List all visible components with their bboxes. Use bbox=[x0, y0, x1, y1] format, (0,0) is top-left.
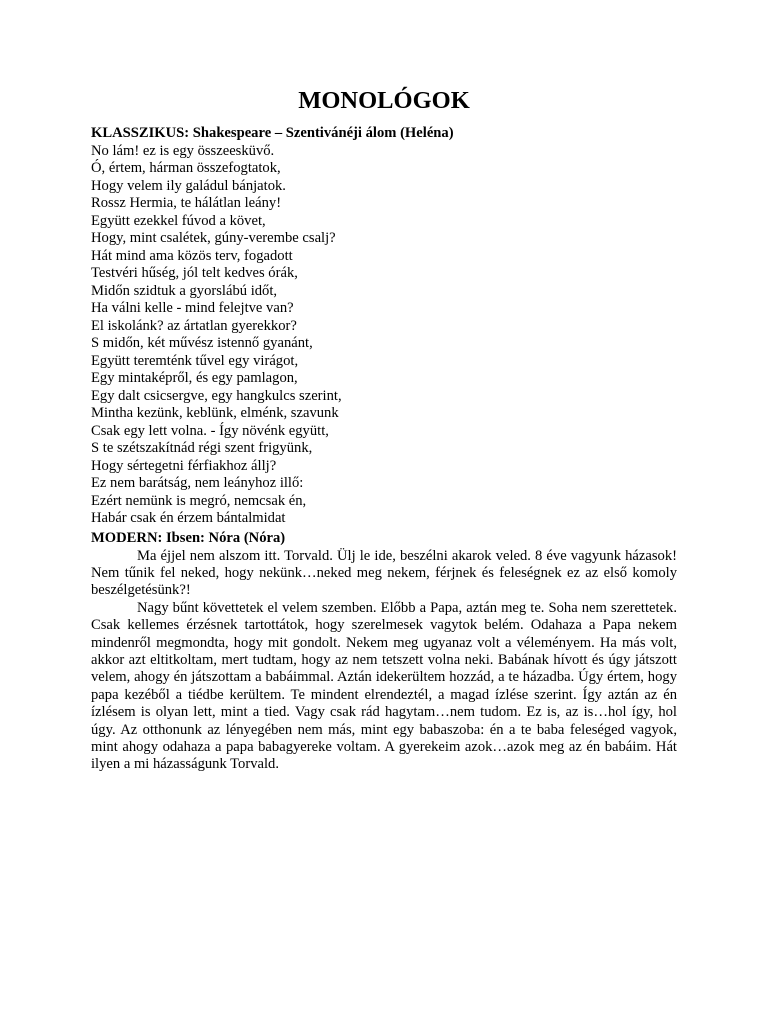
verse-line: Egy dalt csicsergve, egy hangkulcs szerint, bbox=[91, 387, 342, 404]
verse-line: El iskolánk? az ártatlan gyerekkor? bbox=[91, 317, 297, 334]
verse-line: Mintha kezünk, keblünk, elménk, szavunk bbox=[91, 405, 339, 421]
verse-line: Együtt teremténk tűvel egy virágot, bbox=[91, 352, 299, 369]
verse-block bbox=[91, 143, 677, 528]
verse-line: S midőn, két művész istennő gyanánt, bbox=[91, 335, 313, 351]
prose-paragraph: Ma éjjel nem alszom itt. Torvald. Ülj le ide, beszélni akarok veled. 8 éve vagyunk házasok! Nem tűnik fel neked, hogy nekünk…neked meg nekem, férjnek és feleségnek ez az első komoly beszélgetésünk?! bbox=[91, 547, 677, 599]
modern-monologue-section bbox=[91, 530, 677, 774]
verse-line: Hogy velem ily galádul bánjatok. bbox=[91, 177, 286, 194]
verse-line: S te szétszakítnád régi szent frigyünk, bbox=[91, 440, 313, 456]
verse-line: Együtt ezekkel fúvod a követ, bbox=[91, 212, 266, 229]
verse-line: Ó, értem, hárman összefogtatok, bbox=[91, 160, 281, 176]
verse-line: Ez nem barátság, nem leányhoz illő: bbox=[91, 475, 304, 491]
verse-line: No lám! ez is egy összeesküvő. bbox=[91, 142, 275, 159]
verse-line: Hogy, mint csalétek, gúny-verembe csalj? bbox=[91, 230, 336, 246]
section-heading-modern: MODERN: Ibsen: Nóra (Nóra) bbox=[91, 530, 286, 546]
section-heading-classic: KLASSZIKUS: Shakespeare – Szentivánéji álom (Heléna) bbox=[91, 125, 454, 141]
prose-paragraph: Nagy bűnt követtetek el velem szemben. Előbb a Papa, aztán meg te. Soha nem szerettetek. Csak kellemes érzésnek tartottátok, hogy szerelmesek vagytok belém. Odahaza a Papa nekem mindenről megmondta, hogy mit gondolt. Nekem meg ugyanaz volt a véleményem. Ha más volt, akkor azt eltitkoltam, mert tudtam, hogy az nem tetszett volna neki. Babának hívott és úgy játszott velem, ahogy én játszottam a babáimmal. Aztán idekerültem hozzád, a te házadba. Úgy értem, hogy papa kezéből a tiédbe kerültem. Te mindent elrendeztél, a magad ízlése szerint. Így aztán az én ízlésem is olyan lett, mint a tied. Vagy csak rád hagytam…nem tudom. Ez is, az is…hol így, hol úgy. Az otthonunk az lényegében nem más, mint egy babaszoba: én a te baba feleséged vagyok, mint ahogy odahaza a papa babagyereke voltam. A gyerekeim azok…azok meg az én babáim. Hát ilyen a mi házasságunk Torvald. bbox=[91, 599, 677, 773]
classic-monologue-section bbox=[91, 125, 677, 528]
verse-line: Midőn szidtuk a gyorslábú időt, bbox=[91, 282, 278, 299]
verse-line: Testvéri hűség, jól telt kedves órák, bbox=[91, 265, 298, 281]
verse-line: Ezért nemünk is megró, nemcsak én, bbox=[91, 492, 307, 509]
verse-line: Habár csak én érzem bántalmidat bbox=[91, 510, 286, 526]
verse-line: Egy mintaképről, és egy pamlagon, bbox=[91, 370, 298, 386]
verse-line: Hogy sértegetni férfiakhoz állj? bbox=[91, 457, 277, 474]
verse-line: Ha válni kelle - mind felejtve van? bbox=[91, 300, 294, 316]
verse-line: Hát mind ama közös terv, fogadott bbox=[91, 247, 293, 264]
verse-line: Csak egy lett volna. - Így növénk együtt, bbox=[91, 422, 329, 439]
page-title: MONOLÓGOK bbox=[298, 87, 470, 114]
verse-line: Rossz Hermia, te hálátlan leány! bbox=[91, 195, 282, 211]
